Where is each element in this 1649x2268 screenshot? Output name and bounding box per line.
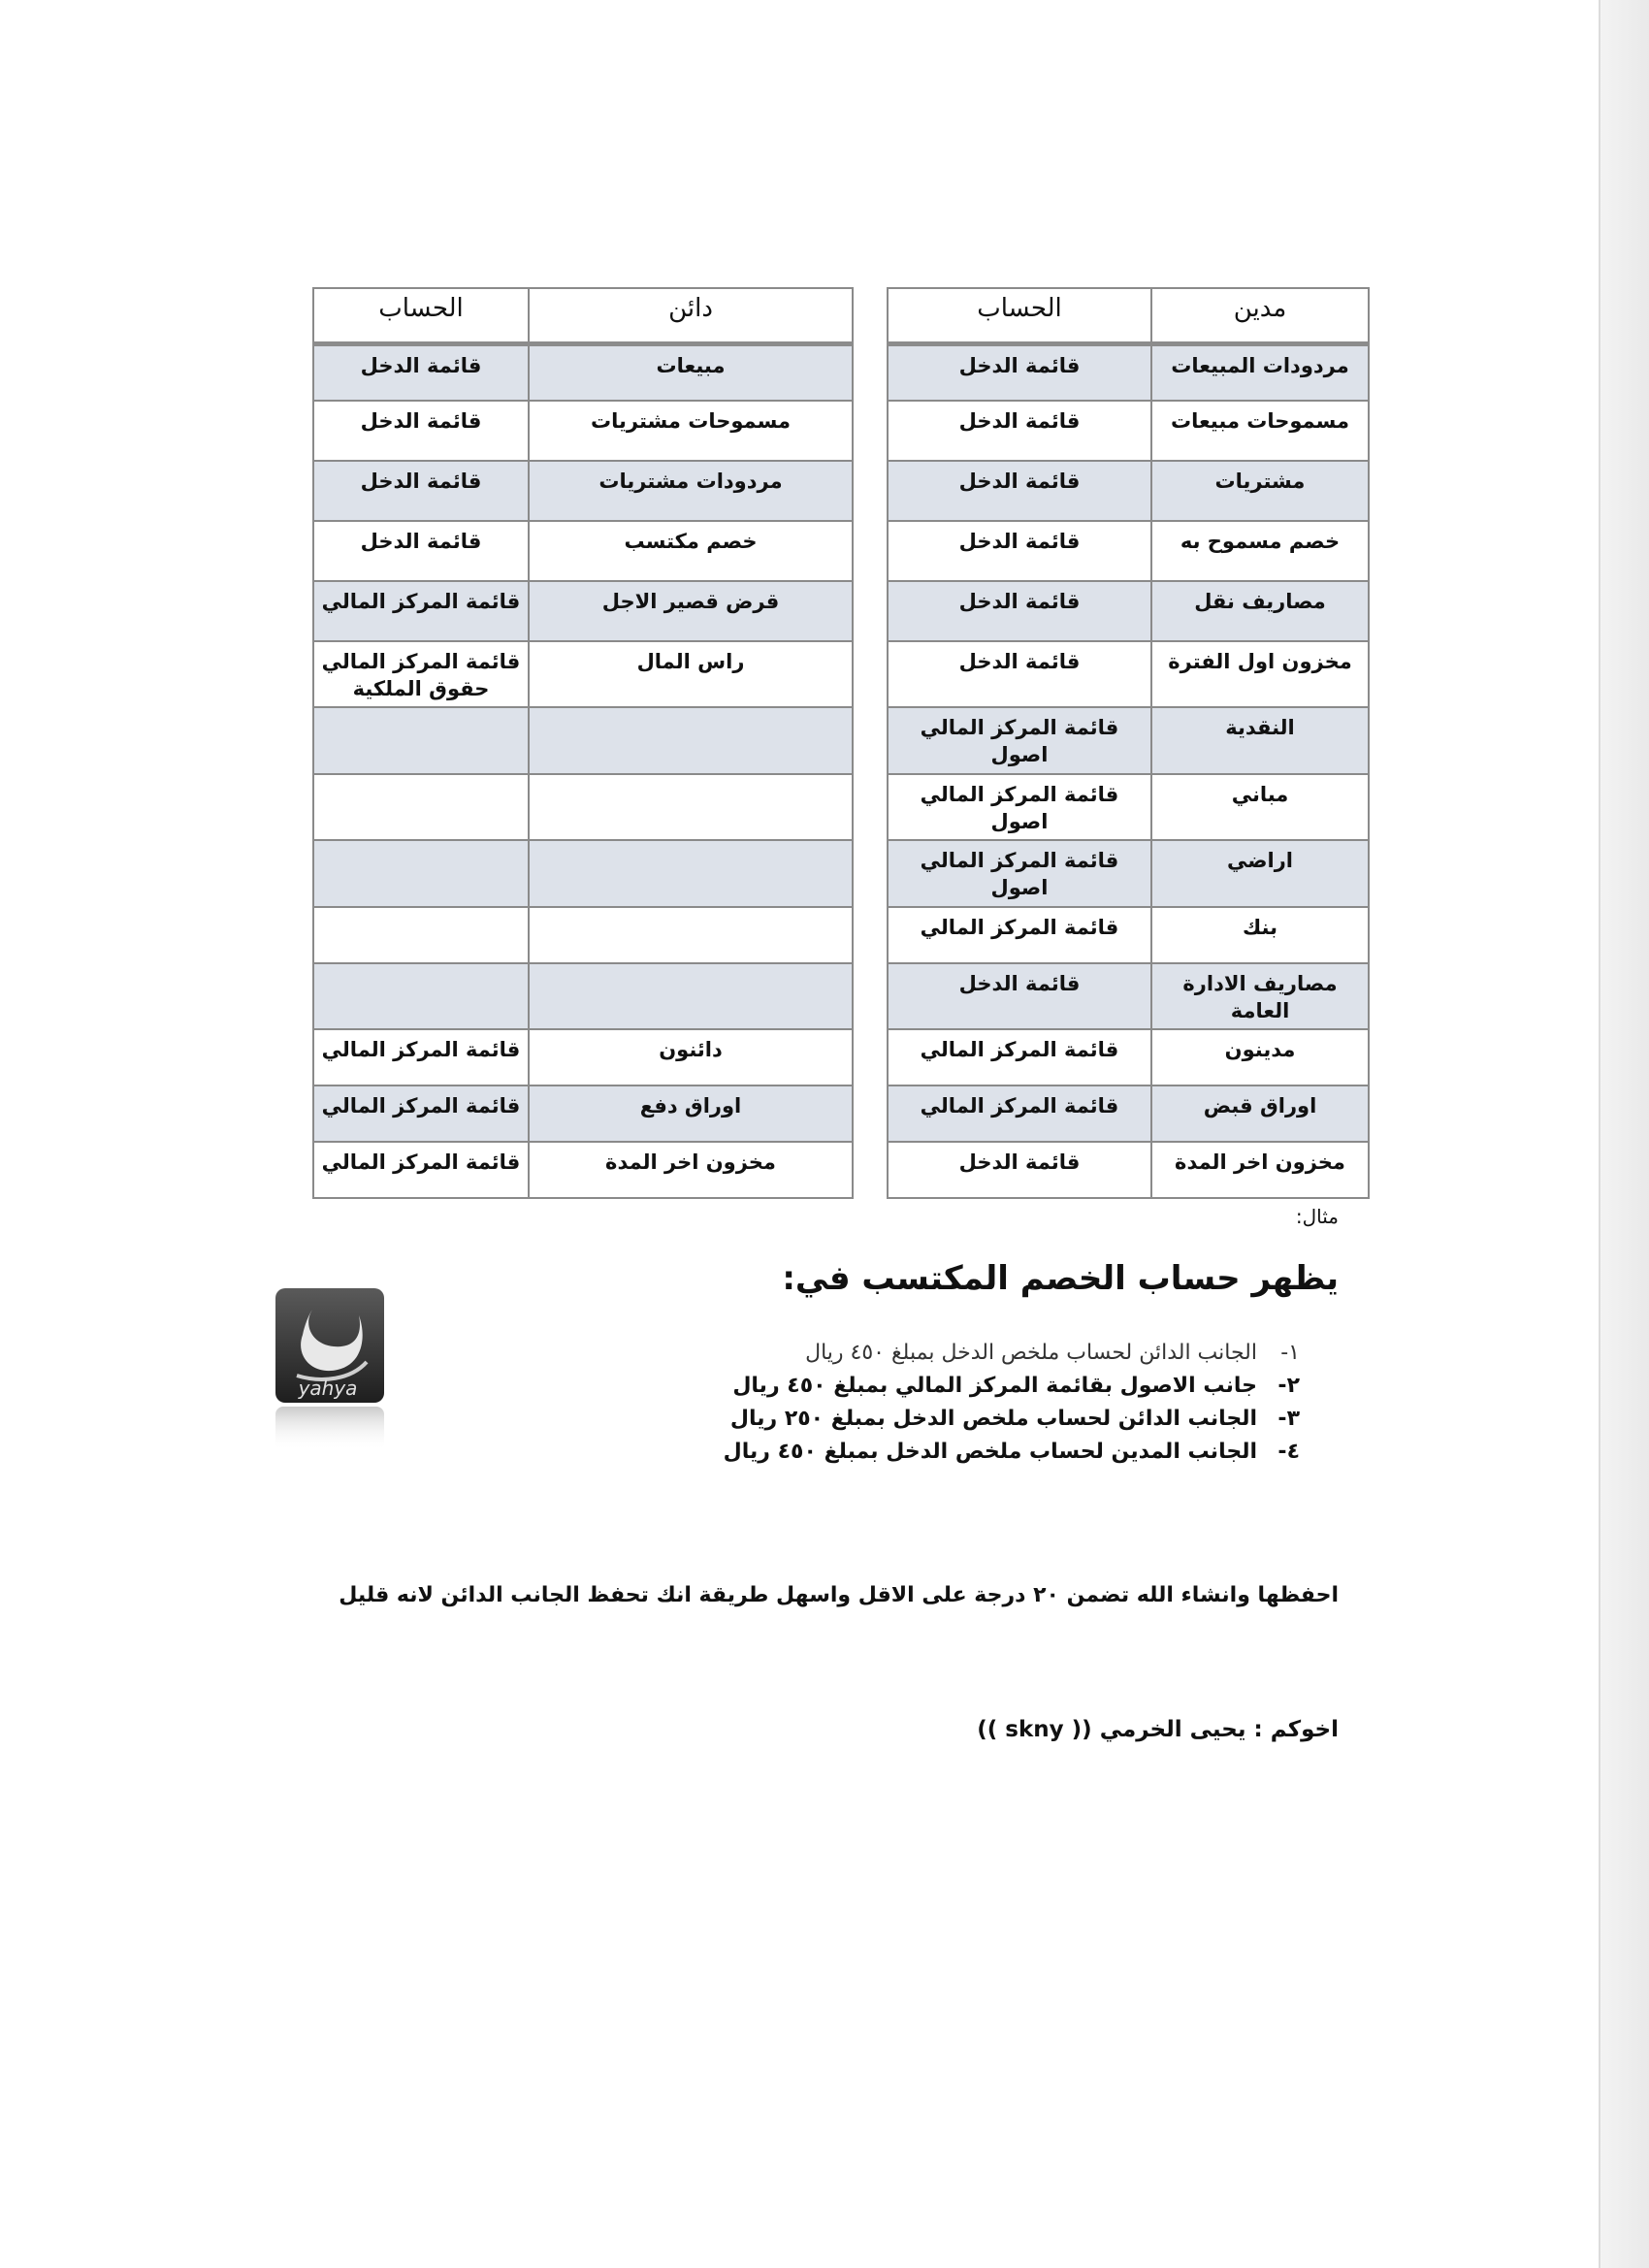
credit-account [313,840,529,906]
debit-account: قائمة الدخل [888,1142,1151,1198]
table-row [888,401,1369,461]
debit-item: مشتريات [1151,461,1369,521]
debit-item: خصم مسموح به [1151,521,1369,581]
table-row [888,840,1369,906]
option-number: ٢- [1277,1374,1300,1398]
table-row [888,1085,1369,1142]
credit-account [313,963,529,1029]
table-row [888,963,1369,1029]
table-row [313,641,853,707]
credit-account: قائمة الدخل [313,461,529,521]
debit-account: قائمة الدخل [888,641,1151,707]
header-credit-account: الحساب [313,288,529,344]
option-text: الجانب الدائن لحساب ملخص الدخل بمبلغ ٤٥٠ ريال [805,1341,1257,1365]
table-row [313,907,853,963]
table-row [888,461,1369,521]
debit-account: قائمة المركز المالي اصول [888,840,1151,906]
table-row [313,521,853,581]
author-signature: اخوكم : يحيى الخرمي (( skny )) [977,1717,1339,1742]
table-row [313,774,853,840]
logo-text: yahya [298,1377,358,1400]
credit-account [313,907,529,963]
table-row [888,1142,1369,1198]
debit-account: قائمة المركز المالي [888,907,1151,963]
table-row [313,1029,853,1085]
option-number: ٤- [1277,1440,1300,1464]
example-label: مثال: [1295,1205,1339,1228]
header-debit: مدين [1151,288,1369,344]
debit-account: قائمة المركز المالي اصول [888,707,1151,773]
table-row [888,707,1369,773]
table-row [888,774,1369,840]
yahya-logo [274,1286,386,1455]
option-number: ١- [1280,1341,1300,1365]
table-row [313,461,853,521]
credit-item: مخزون اخر المدة [529,1142,853,1198]
option-item [679,1337,1300,1370]
credit-item: مبيعات [529,344,853,401]
debit-table [887,287,1370,1199]
credit-account [313,707,529,773]
credit-item [529,963,853,1029]
table-row [888,907,1369,963]
debit-account: قائمة الدخل [888,344,1151,401]
credit-account: قائمة المركز المالي حقوق الملكية [313,641,529,707]
credit-item [529,840,853,906]
debit-item: اوراق قبض [1151,1085,1369,1142]
debit-item: مخزون اخر المدة [1151,1142,1369,1198]
debit-item: مخزون اول الفترة [1151,641,1369,707]
debit-item: النقدية [1151,707,1369,773]
credit-table [312,287,854,1199]
credit-item: راس المال [529,641,853,707]
debit-account: قائمة المركز المالي [888,1085,1151,1142]
credit-account: قائمة المركز المالي [313,1085,529,1142]
table-row [313,840,853,906]
debit-account: قائمة الدخل [888,401,1151,461]
credit-item [529,907,853,963]
accounts-table [312,287,1368,1199]
header-credit: دائن [529,288,853,344]
debit-item: اراضي [1151,840,1369,906]
debit-account: قائمة الدخل [888,521,1151,581]
table-row [313,581,853,641]
table-row [888,521,1369,581]
credit-item [529,774,853,840]
option-item [679,1436,1300,1469]
credit-item: اوراق دفع [529,1085,853,1142]
header-debit-account: الحساب [888,288,1151,344]
credit-item [529,707,853,773]
credit-account: قائمة الدخل [313,521,529,581]
table-row [313,344,853,401]
table-row [313,707,853,773]
study-note: احفظها وانشاء الله تضمن ٢٠ درجة على الاقل واسهل طريقة انك تحفظ الجانب الدائن لانه قليل [339,1583,1339,1607]
table-row [313,1085,853,1142]
credit-account [313,774,529,840]
option-item [679,1370,1300,1403]
debit-account: قائمة المركز المالي اصول [888,774,1151,840]
table-row [888,344,1369,401]
credit-item: خصم مكتسب [529,521,853,581]
answer-options [679,1337,1300,1469]
credit-item: مردودات مشتريات [529,461,853,521]
page-edge-shadow [1599,0,1649,2268]
debit-item: مباني [1151,774,1369,840]
credit-account: قائمة المركز المالي [313,1142,529,1198]
credit-item: مسموحات مشتريات [529,401,853,461]
debit-account: قائمة المركز المالي [888,1029,1151,1085]
credit-item: قرض قصير الاجل [529,581,853,641]
table-row [313,963,853,1029]
debit-item: مردودات المبيعات [1151,344,1369,401]
table-row [888,581,1369,641]
question-title: يظهر حساب الخصم المكتسب في: [782,1259,1339,1298]
debit-account: قائمة الدخل [888,581,1151,641]
table-row [313,401,853,461]
credit-account: قائمة الدخل [313,344,529,401]
debit-item: مصاريف نقل [1151,581,1369,641]
debit-item: بنك [1151,907,1369,963]
credit-item: دائنون [529,1029,853,1085]
option-item [679,1403,1300,1436]
table-row [888,1029,1369,1085]
credit-account: قائمة المركز المالي [313,581,529,641]
debit-item: مدينون [1151,1029,1369,1085]
option-text: جانب الاصول بقائمة المركز المالي بمبلغ ٤٥٠ ريال [732,1374,1257,1398]
debit-item: مصاريف الادارة العامة [1151,963,1369,1029]
option-number: ٣- [1277,1407,1300,1431]
debit-item: مسموحات مبيعات [1151,401,1369,461]
debit-account: قائمة الدخل [888,461,1151,521]
option-text: الجانب الدائن لحساب ملخص الدخل بمبلغ ٢٥٠ ريال [729,1407,1257,1431]
option-text: الجانب المدين لحساب ملخص الدخل بمبلغ ٤٥٠ ريال [723,1440,1257,1464]
table-row [888,641,1369,707]
table-row [313,1142,853,1198]
debit-account: قائمة الدخل [888,963,1151,1029]
credit-account: قائمة الدخل [313,401,529,461]
credit-account: قائمة المركز المالي [313,1029,529,1085]
